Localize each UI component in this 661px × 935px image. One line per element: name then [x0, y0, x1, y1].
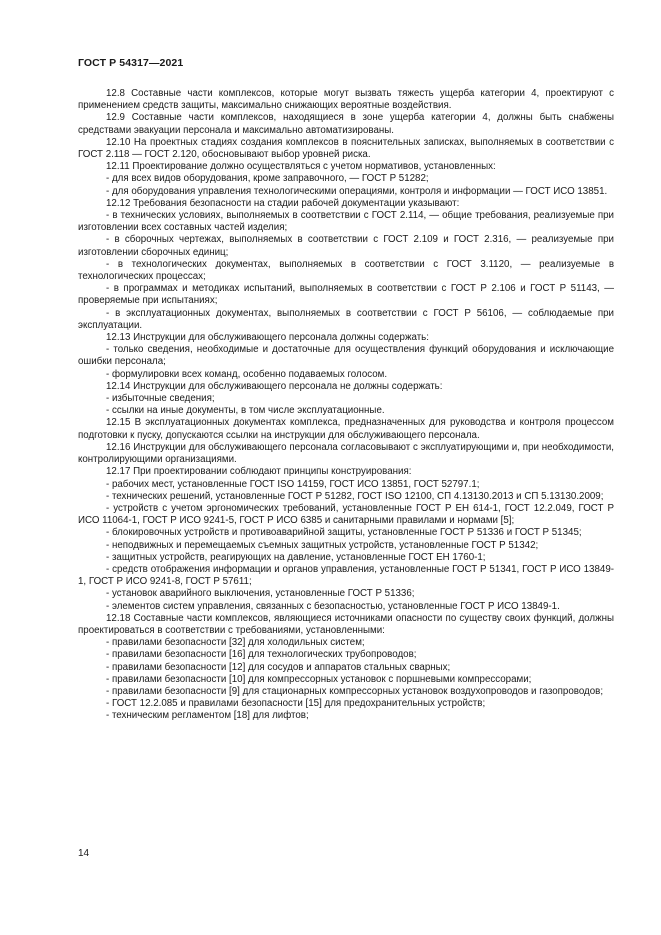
- list-item: - избыточные сведения;: [106, 393, 215, 405]
- list-item: - элементов систем управления, связанных с безопасностью, установленные ГОСТ Р ИСО 13849-1.: [106, 600, 560, 612]
- list-item: - для оборудования управления технологическими операциями, контроля и информации — ГОСТ ИСО 13851.: [106, 185, 608, 197]
- list-item: - только сведения, необходимые и достаточные для осуществления функций оборудования и исключающие ошибки персонала;: [78, 344, 614, 368]
- list-item: - правилами безопасности [10] для компрессорных установок с поршневыми компрессорами;: [106, 673, 532, 685]
- list-item: - в технологических документах, выполняемых в соответствии с ГОСТ 3.1120, — реализуемые в технологических процессах;: [78, 258, 614, 283]
- paragraph: 12.18 Составные части комплексов, являющиеся источниками опасности по существу своих функций, должны проектироваться в соответствии с требованиями, установленными:: [78, 612, 614, 636]
- list-item: - защитных устройств, реагирующих на давление, установленные ГОСТ ЕН 1760-1;: [106, 551, 486, 563]
- standard-header: ГОСТ Р 54317—2021: [78, 57, 184, 69]
- paragraph: 12.12 Требования безопасности на стадии рабочей документации указывают:: [106, 197, 460, 209]
- list-item: - технических решений, установленные ГОСТ Р 51282, ГОСТ ISO 12100, СП 4.13130.2013 и СП 5.13130.2009;: [106, 490, 604, 502]
- paragraph: 12.9 Составные части комплексов, находящиеся в зоне ущерба категории 4, должны быть снабжены средствами эвакуации персонала и максимально автоматизированы.: [78, 112, 614, 136]
- paragraph: 12.13 Инструкции для обслуживающего персонала должны содержать:: [106, 332, 429, 344]
- paragraph: 12.10 На проектных стадиях создания комплексов в пояснительных записках, выполняемых в соответствии с ГОСТ 2.118 — ГОСТ 2.120, обосновывают выбор уровней риска.: [78, 136, 614, 161]
- list-item: - в технических условиях, выполняемых в соответствии с ГОСТ 2.114, — общие требования, реализуемые при изготовлении всех составных частей изделия;: [78, 210, 614, 234]
- list-item: - рабочих мест, установленные ГОСТ ISO 14159, ГОСТ ИСО 13851, ГОСТ 52797.1;: [106, 478, 480, 490]
- page-number: 14: [78, 848, 90, 859]
- list-item: - ГОСТ 12.2.085 и правилами безопасности [15] для предохранительных устройств;: [106, 698, 486, 710]
- paragraph: 12.11 Проектирование должно осуществляться с учетом нормативов, установленных:: [106, 161, 496, 173]
- paragraph: 12.17 При проектировании соблюдают принципы конструирования:: [106, 466, 412, 478]
- document-body: [78, 88, 614, 723]
- list-item: - установок аварийного выключения, установленные ГОСТ Р 51336;: [106, 588, 415, 600]
- list-item: - правилами безопасности [9] для стационарных компрессорных установок воздухопроводов и газопроводов;: [106, 685, 604, 697]
- list-item: - правилами безопасности [32] для холодильных систем;: [106, 637, 365, 649]
- list-item: - техническим регламентом [18] для лифтов;: [106, 710, 309, 722]
- paragraph: 12.16 Инструкции для обслуживающего персонала согласовывают с эксплуатирующими и, при необходимости, контролирующими организациями.: [78, 441, 614, 466]
- list-item: - для всех видов оборудования, кроме заправочного, — ГОСТ Р 51282;: [106, 173, 429, 185]
- list-item: - устройств с учетом эргономических требований, установленные ГОСТ Р ЕН 614-1, ГОСТ 12.2.049, ГОСТ Р ИСО 11064-1, ГОСТ Р ИСО 9241-5, ГОСТ Р ИСО 6385 и санитарными правилами и нормами [5];: [78, 502, 614, 527]
- list-item: - правилами безопасности [16] для технологических трубопроводов;: [106, 649, 417, 661]
- list-item: - формулировки всех команд, особенно подаваемых голосом.: [106, 368, 388, 380]
- paragraph: 12.8 Составные части комплексов, которые могут вызвать тяжесть ущерба категории 4, проектируют с применением средств защиты, максимально снижающих вероятные воздействия.: [78, 88, 614, 112]
- list-item: - ссылки на иные документы, в том числе эксплуатационные.: [106, 405, 385, 417]
- list-item: - правилами безопасности [12] для сосудов и аппаратов стальных сварных;: [106, 661, 451, 673]
- list-item: - в сборочных чертежах, выполняемых в соответствии с ГОСТ 2.109 и ГОСТ 2.316, — реализуемые при изготовлении сборочных единиц;: [78, 234, 614, 258]
- paragraph: 12.14 Инструкции для обслуживающего персонала не должны содержать:: [106, 380, 443, 392]
- list-item: - неподвижных и перемещаемых съемных защитных устройств, установленные ГОСТ Р 51342;: [106, 539, 539, 551]
- list-item: - в эксплуатационных документах, выполняемых в соответствии с ГОСТ Р 56106, — соблюдаемые при эксплуатации.: [78, 307, 614, 331]
- list-item: - в программах и методиках испытаний, выполняемых в соответствии с ГОСТ Р 2.106 и ГОСТ Р 51143, — проверяемые при испытаниях;: [78, 283, 614, 307]
- list-item: - средств отображения информации и органов управления, установленные ГОСТ Р 51341, ГОСТ Р ИСО 13849-1, ГОСТ Р ИСО 9241-8, ГОСТ Р 57611;: [78, 563, 614, 588]
- list-item: - блокировочных устройств и противоаварийной защиты, установленные ГОСТ Р 51336 и ГОСТ Р 51345;: [106, 527, 582, 539]
- paragraph: 12.15 В эксплуатационных документах комплекса, предназначенных для руководства и контроля процессом подготовки к пуску, допускаются ссылки на инструкции для обслуживающего персонала.: [78, 417, 614, 441]
